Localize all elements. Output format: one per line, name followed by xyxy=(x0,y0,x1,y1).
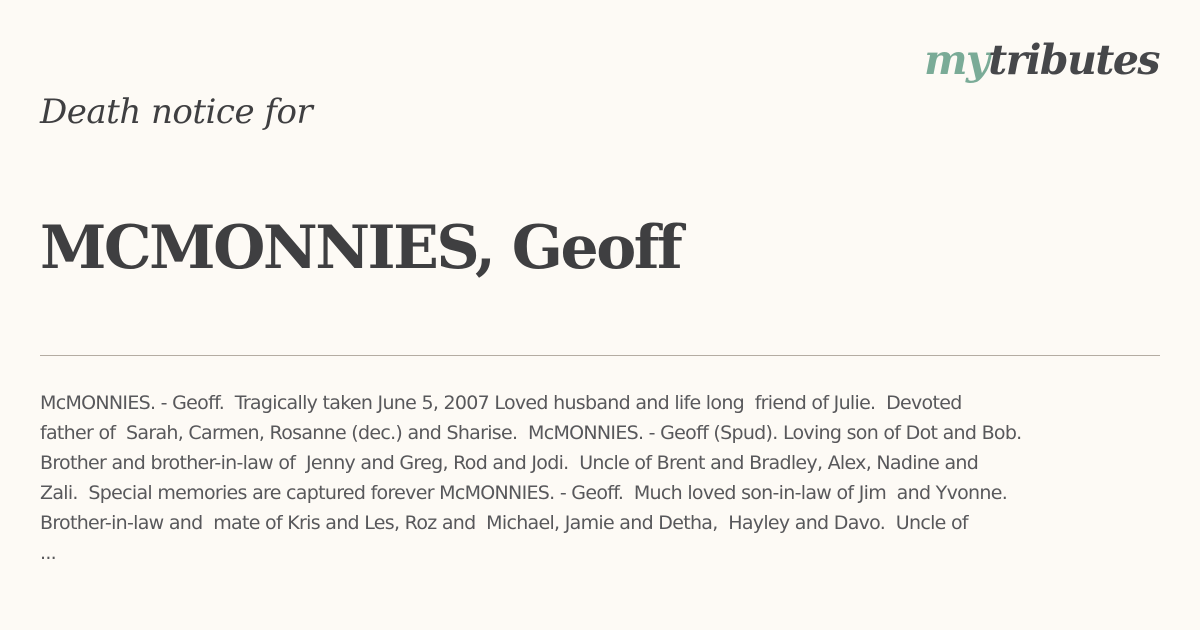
divider xyxy=(40,355,1160,356)
notice-text xyxy=(40,388,1160,568)
notice-line: Brother and brother-in-law of Jenny and Greg, Rod and Jodi. Uncle of Brent and Bradley, Alex, Nadine and xyxy=(40,452,979,474)
logo-suffix: tributes xyxy=(988,36,1159,84)
notice-ellipsis: ... xyxy=(40,542,57,564)
notice-line: father of Sarah, Carmen, Rosanne (dec.) and Sharise. McMONNIES. - Geoff (Spud). Loving son of Dot and Bob. xyxy=(40,422,1022,444)
deceased-name: MCMONNIES, Geoff xyxy=(40,213,681,283)
mytributes-logo[interactable] xyxy=(924,34,1159,86)
notice-line: Brother-in-law and mate of Kris and Les, Roz and Michael, Jamie and Detha, Hayley and Davo. Uncle of xyxy=(40,512,968,534)
notice-line: McMONNIES. - Geoff. Tragically taken June 5, 2007 Loved husband and life long friend of Julie. Devoted xyxy=(40,392,962,414)
page-subtitle: Death notice for xyxy=(40,92,313,132)
notice-line: Zali. Special memories are captured forever McMONNIES. - Geoff. Much loved son-in-law of Jim and Yvonne. xyxy=(40,482,1008,504)
logo-prefix: my xyxy=(924,36,989,84)
